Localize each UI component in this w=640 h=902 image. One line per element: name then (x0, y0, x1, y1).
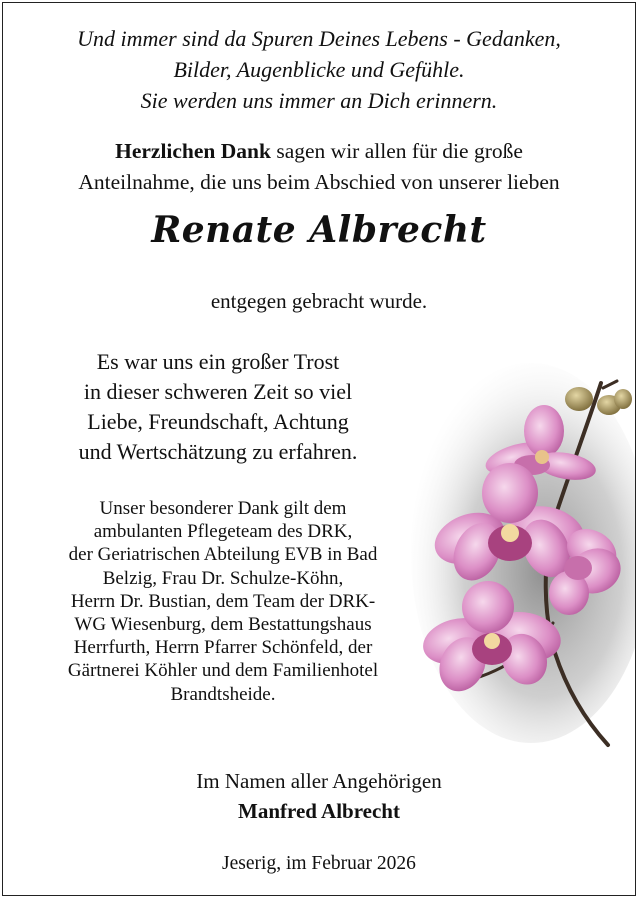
received-line: entgegen gebracht wurde. (210, 289, 428, 313)
poem-line: Und immer sind da Spuren Deines Lebens - Gedanken, (77, 26, 561, 51)
special-thanks-line: Belzig, Frau Dr. Schulze-Köhn, (102, 567, 344, 589)
orchid-image (403, 353, 636, 753)
deceased-name: Renate Albrecht (151, 209, 487, 251)
thanks-line: Anteilnahme, die uns beim Abschied von unserer lieben (78, 170, 560, 194)
comfort-line: Es war uns ein großer Trost (96, 349, 340, 374)
comfort-line: und Wertschätzung zu erfahren. (78, 439, 358, 464)
special-thanks-line: der Geriatrischen Abteilung EVB in Bad (68, 544, 378, 566)
poem-line: Bilder, Augenblicke und Gefühle. (173, 57, 465, 82)
special-thanks-paragraph (13, 497, 433, 706)
special-thanks-line: Gärtnerei Köhler und dem Familienhotel (67, 660, 379, 682)
thanks-text: sagen wir allen für die große (270, 139, 523, 163)
thank-you-notice (2, 2, 636, 896)
poem (3, 23, 635, 116)
comfort-line: Liebe, Freundschaft, Achtung (87, 409, 349, 434)
signoff (3, 766, 635, 826)
special-thanks-line: Brandtsheide. (170, 683, 276, 705)
special-thanks-line: ambulanten Pflegeteam des DRK, (93, 521, 353, 543)
special-thanks-line: Herrn Dr. Bustian, dem Team der DRK- (70, 590, 376, 612)
special-thanks-line: Unser besonderer Dank gilt dem (99, 498, 347, 519)
special-thanks-line: Herrfurth, Herrn Pfarrer Schönfeld, der (73, 637, 373, 659)
place-date: Jeserig, im Februar 2026 (222, 853, 416, 874)
comfort-line: in dieser schweren Zeit so viel (83, 379, 353, 404)
signer-name: Manfred Albrecht (238, 799, 400, 823)
thanks-paragraph (3, 136, 635, 198)
poem-line: Sie werden uns immer an Dich erinnern. (140, 88, 498, 113)
signoff-line: Im Namen aller Angehörigen (196, 769, 442, 793)
thanks-bold: Herzlichen Dank (115, 139, 271, 163)
special-thanks-line: WG Wiesenburg, dem Bestattungshaus (74, 614, 372, 636)
comfort-paragraph (43, 347, 393, 467)
